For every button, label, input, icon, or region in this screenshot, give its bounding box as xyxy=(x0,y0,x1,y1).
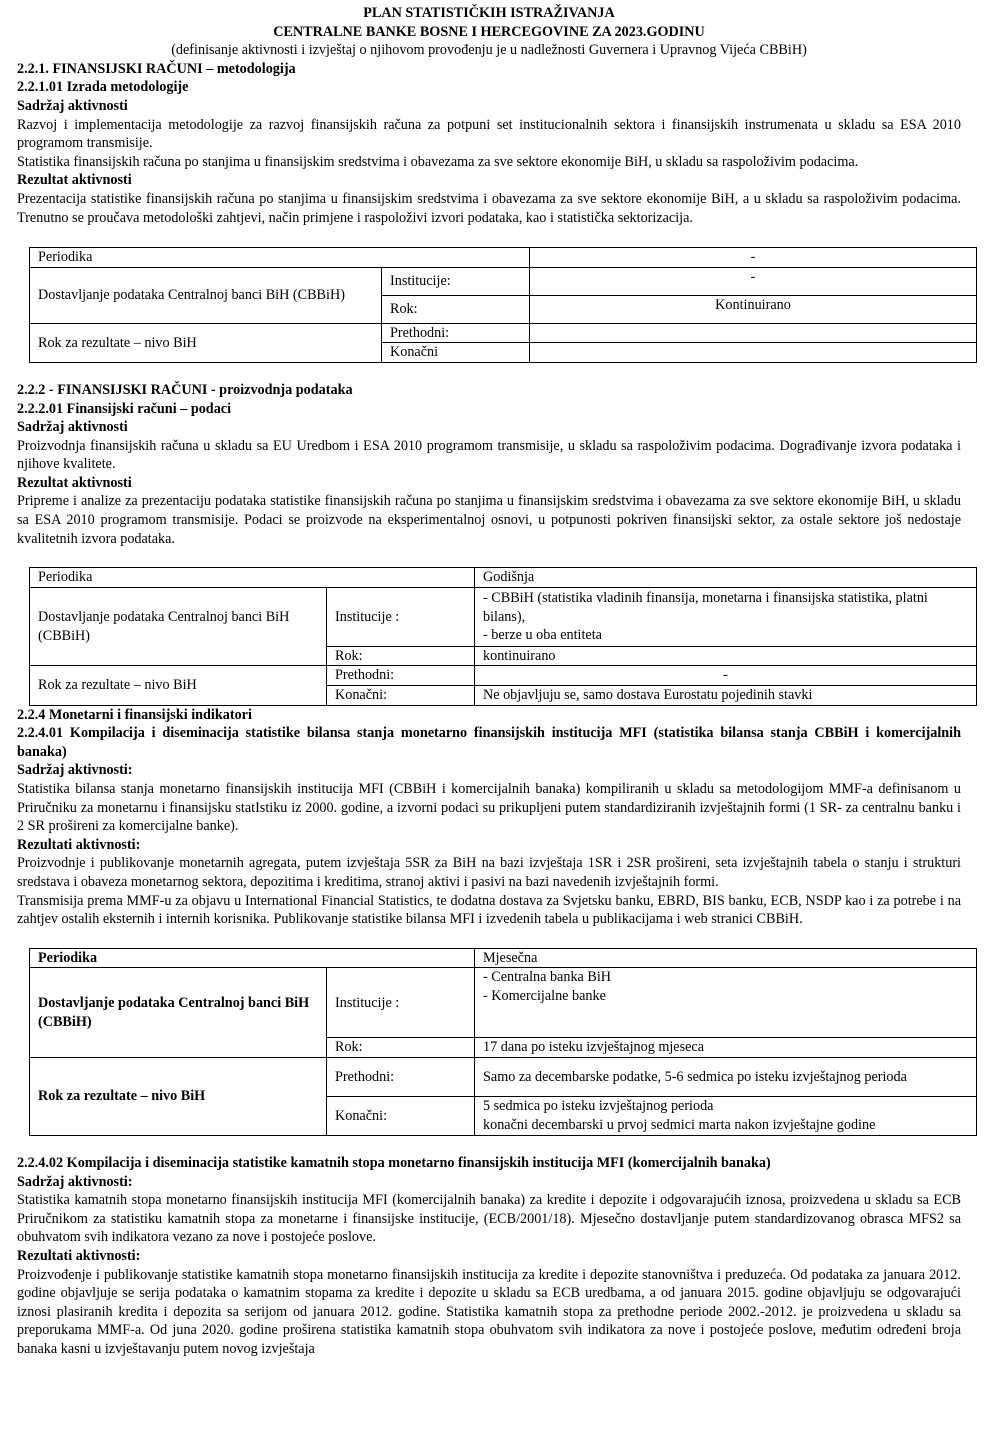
institution-line: - Centralna banka BiH xyxy=(483,969,612,986)
table-cell-value: 17 dana po isteku izvještajnog mjeseca xyxy=(475,1038,977,1058)
table-cell-value: - xyxy=(530,248,977,268)
table-cell-label: Konačni: xyxy=(327,1096,475,1135)
table-cell-label: Prethodni: xyxy=(382,323,530,343)
paragraph: Prezentacija statistike finansijskih računa po stanjima u finansijskim sredstvima i obavezama za sve sektore ekonomije BiH, a u skladu sa raspoloživim podacima. Trenutno se proučava metodološki zahtjevi, način primjene i raspoloživi izvori podataka, kao i statistička sektorizacija. xyxy=(17,190,961,226)
doc-note: (definisanje aktivnosti i izvještaj o njihovom provođenju je u nadležnosti Guvernera i Upravnog Vijeća CBBiH) xyxy=(171,42,807,59)
institution-line: - berze u oba entiteta xyxy=(483,627,602,644)
table-cell-label: Prethodni: xyxy=(327,666,475,686)
subsection-heading: 2.2.2.01 Finansijski računi – podaci xyxy=(17,400,232,417)
table-cell-label: Rok za rezultate – nivo BiH xyxy=(30,666,327,705)
table-cell-label: Prethodni: xyxy=(327,1057,475,1096)
table-cell-value xyxy=(475,1096,977,1135)
info-table xyxy=(29,948,977,1136)
section-heading: 2.2.4 Monetarni i finansijski indikatori xyxy=(17,706,252,723)
table-cell-label: Konačni xyxy=(382,343,530,363)
table-cell-value: Kontinuirano xyxy=(530,295,977,323)
table-cell-label: Rok za rezultate – nivo BiH xyxy=(30,323,382,362)
section-heading: 2.2.2 - FINANSIJSKI RAČUNI - proizvodnja podataka xyxy=(17,381,353,398)
table-cell-label: Rok za rezultate – nivo BiH xyxy=(30,1057,327,1135)
table-cell-label: Institucije : xyxy=(327,968,475,1038)
content-label: Sadržaj aktivnosti: xyxy=(17,762,133,779)
table-cell-label: Periodika xyxy=(30,568,475,588)
paragraph: Statistika finansijskih računa po stanjima u finansijskim sredstvima i obavezama za sve sektore ekonomije BiH, u skladu sa raspoloživim podacima. xyxy=(17,153,859,170)
table-cell-value xyxy=(530,343,977,363)
table-cell-value: Samo za decembarske podatke, 5-6 sedmica po isteku izvještajnog perioda xyxy=(475,1057,977,1096)
result-label: Rezultati aktivnosti: xyxy=(17,1247,141,1264)
deadline-line: konačni decembarski u prvoj sedmici marta nakon izvještajne godine xyxy=(483,1116,876,1133)
deadline-line: 5 sedmica po isteku izvještajnog perioda xyxy=(483,1098,714,1115)
table-cell-value: kontinuirano xyxy=(475,646,977,666)
doc-title-line1: PLAN STATISTIČKIH ISTRAŽIVANJA xyxy=(363,5,615,21)
result-label: Rezultat aktivnosti xyxy=(17,172,132,189)
section-heading: 2.2.1. FINANSIJSKI RAČUNI – metodologija xyxy=(17,60,296,77)
result-label: Rezultati aktivnosti: xyxy=(17,836,141,853)
paragraph: Transmisija prema MMF-u za objavu u International Financial Statistics, te dodatna dostava za Svjetsku banku, EBRD, BIS banku, ECB, NSDP kao i za potrebe i na zahtjev ostalih eksternih i internih korisnika. Publikovanje statistike bilansa MFI i izvedenih tabela u publikacijama i web stranici CBBiH. xyxy=(17,892,961,928)
document-page xyxy=(17,4,961,1358)
institution-line: - CBBiH (statistika vladinih finansija, monetarna i finansijska statistika, platni bilans), xyxy=(483,589,928,625)
institution-line: - Komercijalne banke xyxy=(483,987,606,1004)
table-cell-label: Institucije : xyxy=(327,587,475,646)
table-cell-label: Rok: xyxy=(327,1038,475,1058)
table-cell-label: Dostavljanje podataka Centralnoj banci BiH (CBBiH) xyxy=(30,587,327,666)
doc-title-line2: CENTRALNE BANKE BOSNE I HERCEGOVINE ZA 2023.GODINU xyxy=(273,23,705,40)
subsection-heading: 2.2.4.02 Kompilacija i diseminacija statistike kamatnih stopa monetarno finansijskih institucija MFI (komercijalnih banaka) xyxy=(17,1154,771,1171)
info-table xyxy=(29,567,977,705)
table-cell-value: - xyxy=(475,666,977,686)
table-cell-label: Dostavljanje podataka Centralnoj banci BiH (CBBiH) xyxy=(30,267,382,323)
table-cell-value: - xyxy=(530,267,977,295)
subsection-heading: 2.2.1.01 Izrada metodologije xyxy=(17,79,189,96)
table-cell-label: Institucije: xyxy=(382,267,530,295)
content-label: Sadržaj aktivnosti xyxy=(17,419,128,436)
paragraph: Pripreme i analize za prezentaciju podataka statistike finansijskih računa po stanjima u finansijskim sredstvima i obavezama za sve sektore ekonomije BiH, u skladu sa ESA 2010 programom transmisije. Podaci se proizvode na eksperimentalnoj osnovi, u potpunosti pokriven finansijski sektor, za ostale sektore još nedostaje kvalitetnih izvora podataka. xyxy=(17,493,961,547)
table-cell-label: Rok: xyxy=(382,295,530,323)
table-cell-value: Ne objavljuju se, samo dostava Eurostatu pojedinih stavki xyxy=(475,686,977,706)
table-cell-label: Rok: xyxy=(327,646,475,666)
table-cell-value xyxy=(530,323,977,343)
paragraph: Statistika kamatnih stopa monetarno finansijskih institucija MFI (komercijalnih banaka) za kredite i depozite i odgovarajućih iznosa, proizvedena u skladu sa ECB Priručnikom za statistiku kamatnih stopa za monetarne i finansijske institucije, (ECB/2001/18). Mjesečno dostavljanje putem standardizovanog obrasca MFS2 sa obuhvatom svih indikatora vezano za nove i postojeće poslove. xyxy=(17,1192,961,1246)
content-label: Sadržaj aktivnosti: xyxy=(17,1173,133,1190)
table-cell-value xyxy=(475,968,977,1038)
paragraph: Razvoj i implementacija metodologije za razvoj finansijskih računa za potpuni set institucionalnih sektora i finansijskih instrumenata u skladu sa ESA 2010 programom transmisije. xyxy=(17,116,961,152)
table-cell-label: Periodika xyxy=(30,948,475,968)
paragraph: Proizvođenje i publikovanje statistike kamatnih stopa monetarno finansijskih institucija za kredite i depozite stanovništva i preduzeća. Od podataka za januara 2012. godine objavljuje se serija podataka o kamatnim stopama za kredite i depozite u skladu sa ECB uredbama, a od januara 2015. godine objavljuju se odgovarajući iznosi plasiranih kredita i depozita sa serijom od januara 2012. godine. Statistika kamatnih stopa za prethodne periode 2002.-2012. je proizvedena u skladu sa preporukama MMF-a. Od juna 2020. godine proširena statistika kamatnih stopa obuhvatom svih indikatora za nove i postojeće poslove, međutim određeni broja banaka kasni u izvještavanju putem novog izvještaja xyxy=(17,1266,961,1357)
table-cell-label: Konačni: xyxy=(327,686,475,706)
paragraph: Statistika bilansa stanja monetarno finansijskih institucija MFI (CBBiH i komercijalnih banaka) kompiliranih u skladu sa metodologijom MMF-a definisanom u Priručniku za monetarnu i finansijsku statIstiku iz 2000. godine, a izvorni podaci su prikupljeni putem standardiziranih izvještajnih formi (1 SR- za centralnu banku i 2 SR prošireni za komercijalne banke). xyxy=(17,781,961,835)
table-cell-value: Godišnja xyxy=(475,568,977,588)
table-cell-value: Mjesečna xyxy=(475,948,977,968)
info-table xyxy=(29,247,977,363)
table-cell-value xyxy=(475,587,977,646)
table-cell-label: Dostavljanje podataka Centralnoj banci BiH (CBBiH) xyxy=(30,968,327,1058)
paragraph: Proizvodnja finansijskih računa u skladu sa EU Uredbom i ESA 2010 programom transmisije, u skladu sa raspoloživim podacima. Dograđivanje izvora podataka i njihove kvalitete. xyxy=(17,437,961,473)
table-cell-label: Periodika xyxy=(30,248,530,268)
result-label: Rezultat aktivnosti xyxy=(17,474,132,491)
subsection-heading: 2.2.4.01 Kompilacija i diseminacija statistike bilansa stanja monetarno finansijskih institucija MFI (statistika bilansa stanja CBBiH i komercijalnih banaka) xyxy=(17,725,961,760)
paragraph: Proizvodnje i publikovanje monetarnih agregata, putem izvještaja 5SR za BiH na bazi izvještaja 1SR i 2SR prošireni, seta izvještajnih tabela o stanju i strukturi sredstava i obaveza monetarnog sektora, depozitima i kreditima, stranoj aktivi i pasivi na bazi navedenih izvještajnih formi. xyxy=(17,855,961,890)
content-label: Sadržaj aktivnosti xyxy=(17,97,128,114)
